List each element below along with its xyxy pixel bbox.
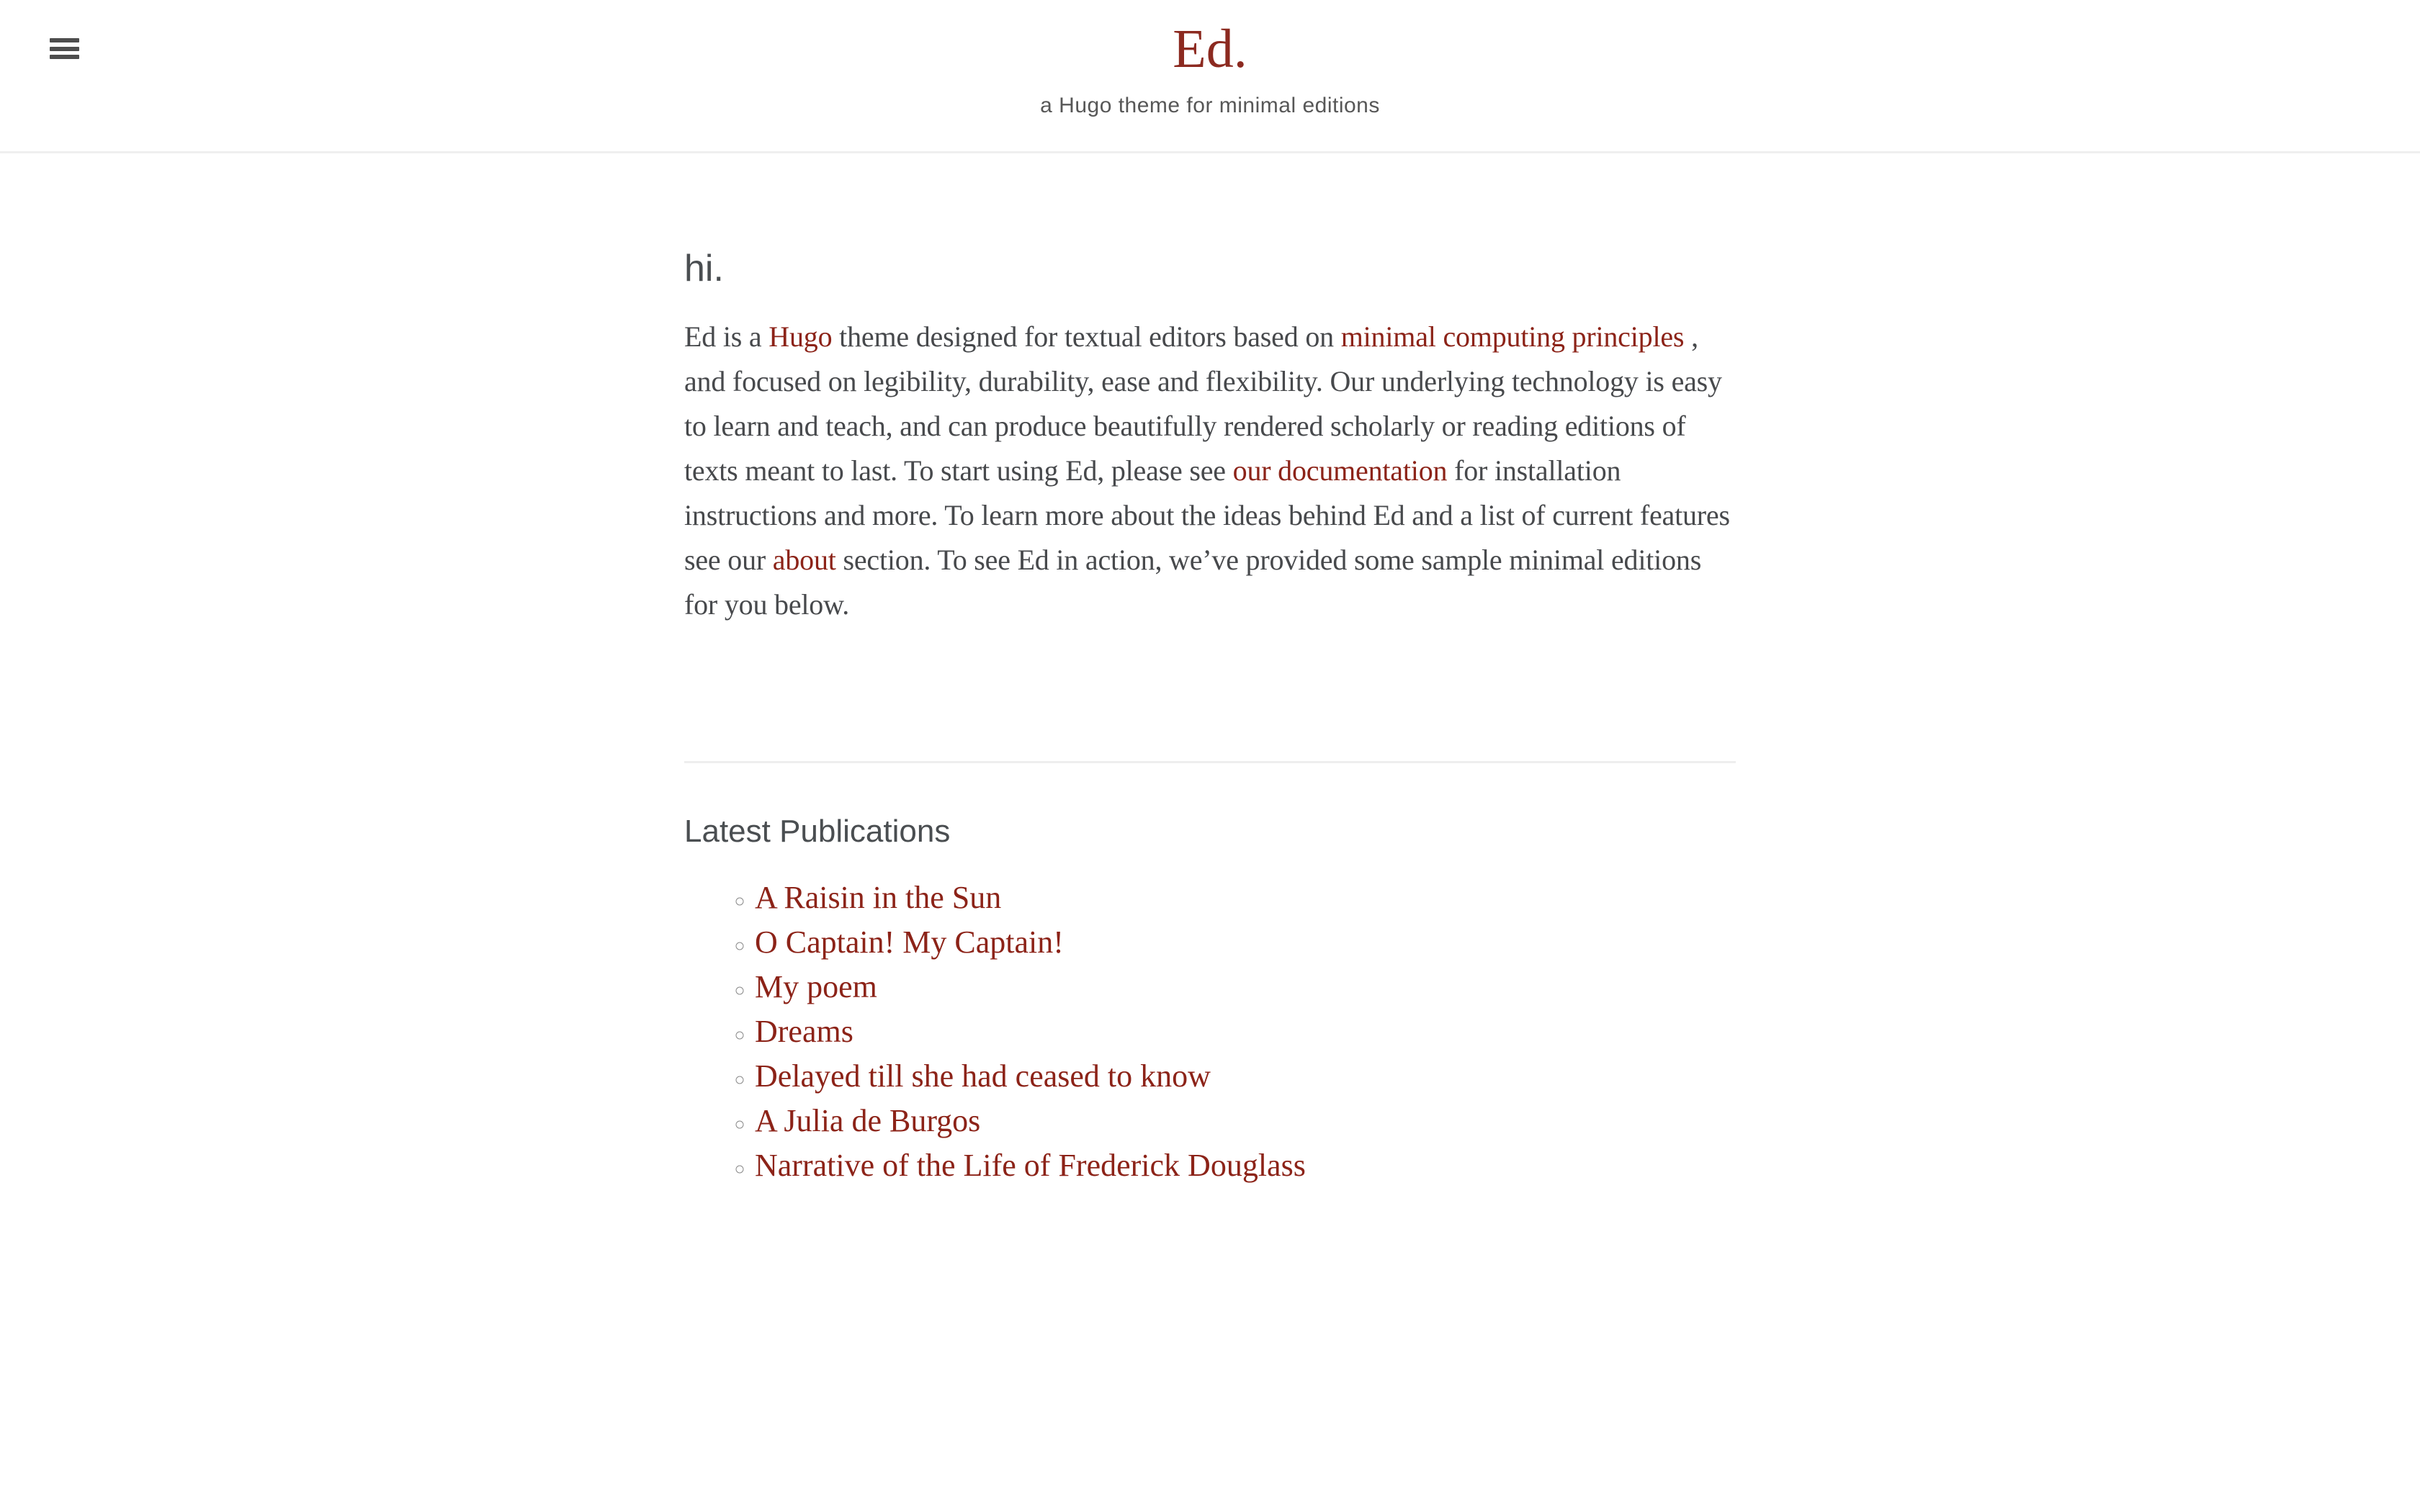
about-link[interactable]: about xyxy=(772,544,836,576)
publication-item xyxy=(755,1143,1736,1188)
site-title[interactable]: Ed. xyxy=(1173,19,1247,79)
publication-item xyxy=(755,1099,1736,1143)
hamburger-menu-icon[interactable] xyxy=(50,38,79,59)
publication-item xyxy=(755,1054,1736,1099)
publications-heading: Latest Publications xyxy=(684,814,951,849)
publication-link[interactable]: O Captain! My Captain! xyxy=(755,924,1064,960)
publication-link[interactable]: A Julia de Burgos xyxy=(755,1103,981,1138)
intro-text: section. To see Ed in action, we’ve provided some sample minimal editions for you below. xyxy=(684,544,1702,621)
intro-paragraph xyxy=(684,315,1736,627)
intro-text: , and focused on legibility, durability, ease and flexibility. Our underlying technology is easy to learn and teach, and can produce beautifully rendered scholarly or reading editions of texts meant to last. To start using Ed, please see xyxy=(684,320,1722,487)
publication-item xyxy=(755,920,1736,965)
intro-text: theme designed for textual editors based on xyxy=(832,320,1341,353)
publication-link[interactable]: Delayed till she had ceased to know xyxy=(755,1058,1211,1094)
intro-text: Ed is a xyxy=(684,320,769,353)
intro-text: for installation instructions and more. To learn more about the ideas behind Ed and a list of current features see our xyxy=(684,454,1730,576)
hamburger-bar xyxy=(50,47,79,51)
minimal-computing-principles-link[interactable]: minimal computing principles xyxy=(1340,320,1685,353)
publication-link[interactable]: Narrative of the Life of Frederick Douglass xyxy=(755,1148,1306,1183)
site-subtitle: a Hugo theme for minimal editions xyxy=(1040,94,1380,117)
main-content xyxy=(684,247,1736,1188)
divider xyxy=(684,761,1736,763)
documentation-link[interactable]: our documentation xyxy=(1232,454,1448,487)
publication-item xyxy=(755,876,1736,920)
publication-link[interactable]: Dreams xyxy=(755,1014,853,1049)
page-title: hi. xyxy=(684,248,724,289)
publication-item xyxy=(755,965,1736,1009)
publication-link[interactable]: A Raisin in the Sun xyxy=(755,880,1002,915)
hamburger-bar xyxy=(50,38,79,42)
publication-item xyxy=(755,1009,1736,1054)
hamburger-bar xyxy=(50,55,79,59)
site-header xyxy=(0,0,2420,153)
publications-list xyxy=(684,876,1736,1188)
publication-link[interactable]: My poem xyxy=(755,969,877,1004)
hugo-link[interactable]: Hugo xyxy=(768,320,833,353)
